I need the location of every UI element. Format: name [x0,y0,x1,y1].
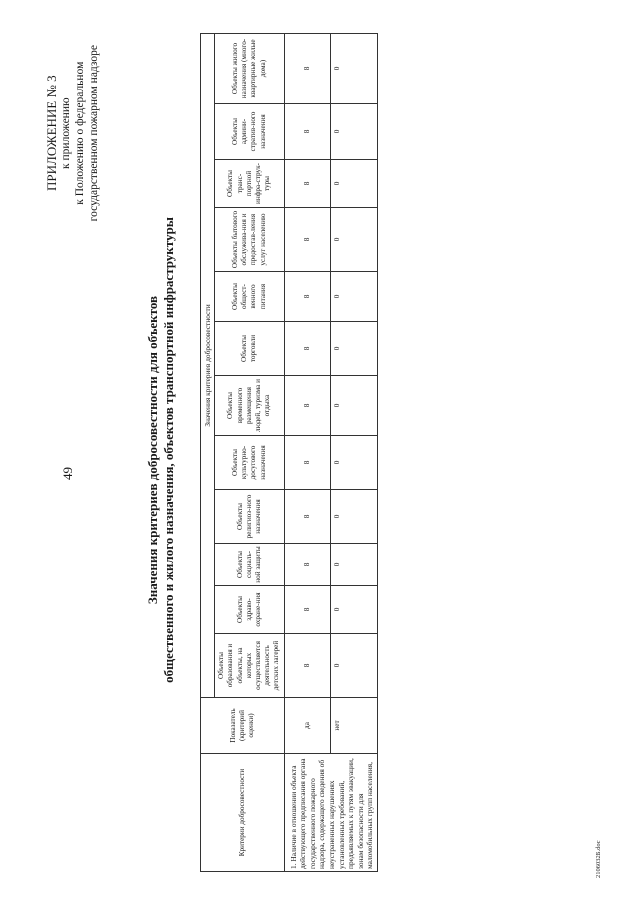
table-row [331,34,378,872]
header-values-span: Значения критериев добросовестности [201,34,215,698]
value-cell: 8 [284,634,331,698]
value-cell: 8 [284,586,331,634]
appendix-line-2: к приложению [60,97,72,169]
header-object: Объекты здраво-охране-ния [215,586,284,634]
appendix-header [45,45,101,221]
criterion-text: 1. Наличие в отношении объекта действующего предписания органа государственного пожарного надзора, содержащего сведения об неустраненных нарушениях установленных требований, предъявляемых к путям эвакуации, зонам безопасности для маломобильных групп населения, [284,754,377,872]
value-cell: 0 [331,544,378,586]
value-cell: 0 [331,34,378,104]
value-cell: 0 [331,322,378,376]
value-cell: 0 [331,490,378,544]
value-cell: 0 [331,586,378,634]
value-cell: 8 [284,544,331,586]
header-criteria: Критерии добросовестности [201,754,285,872]
value-cell: 0 [331,634,378,698]
page-number: 49 [60,467,75,480]
value-cell: 0 [331,104,378,160]
criteria-table [200,33,378,872]
value-cell: 0 [331,160,378,208]
header-object: Объекты торговли [215,322,284,376]
header-object: Объекты образования и объекты, на которых осуществляется деятельность детских лагерей [215,634,284,698]
title-line-2: общественного и жилого назначения, объектов транспортной инфраструктуры [161,217,176,683]
value-cell: 8 [284,160,331,208]
header-object: Объекты админи-стратив-ного назначения [215,104,284,160]
header-indicator: Показатель (критерий оценки) [201,698,285,754]
title-line-1: Значения критериев добросовестности для объектов [145,295,160,605]
header-object: Объекты религиоз-ного назначения [215,490,284,544]
header-object: Объекты культурно-досугового назначения [215,436,284,490]
value-cell: 8 [284,34,331,104]
header-object: Объекты временного размещения людей, туризма и отдыха [215,376,284,436]
document-title [145,100,177,800]
value-cell: 8 [284,104,331,160]
table-row [284,34,331,872]
rotated-content [30,25,610,880]
value-cell: 8 [284,322,331,376]
header-object: Объекты жилого назначения (много-квартирные жилые дома) [215,34,284,104]
file-name-footer: 2106032Б.doc [595,840,602,878]
appendix-line-4: государственном пожарном надзоре [88,45,100,222]
value-cell: 0 [331,208,378,272]
value-cell: 8 [284,272,331,322]
value-cell: 8 [284,490,331,544]
header-object: Объекты бытового обслужива-ния и предостав-ления услуг населению [215,208,284,272]
value-cell: 8 [284,208,331,272]
indicator-cell: да [284,698,331,754]
value-cell: 8 [284,436,331,490]
value-cell: 0 [331,376,378,436]
indicator-cell: нет [331,698,378,754]
header-object: Объекты социаль-ной защиты [215,544,284,586]
value-cell: 8 [284,376,331,436]
header-object: Объекты транс-портной инфра-струк-туры [215,160,284,208]
value-cell: 0 [331,436,378,490]
value-cell: 0 [331,272,378,322]
appendix-title: ПРИЛОЖЕНИЕ № 3 [44,75,59,191]
header-object: Объекты общест-венного питания [215,272,284,322]
header-row-1 [201,34,215,872]
appendix-line-3: к Положению о федеральном [74,61,86,205]
